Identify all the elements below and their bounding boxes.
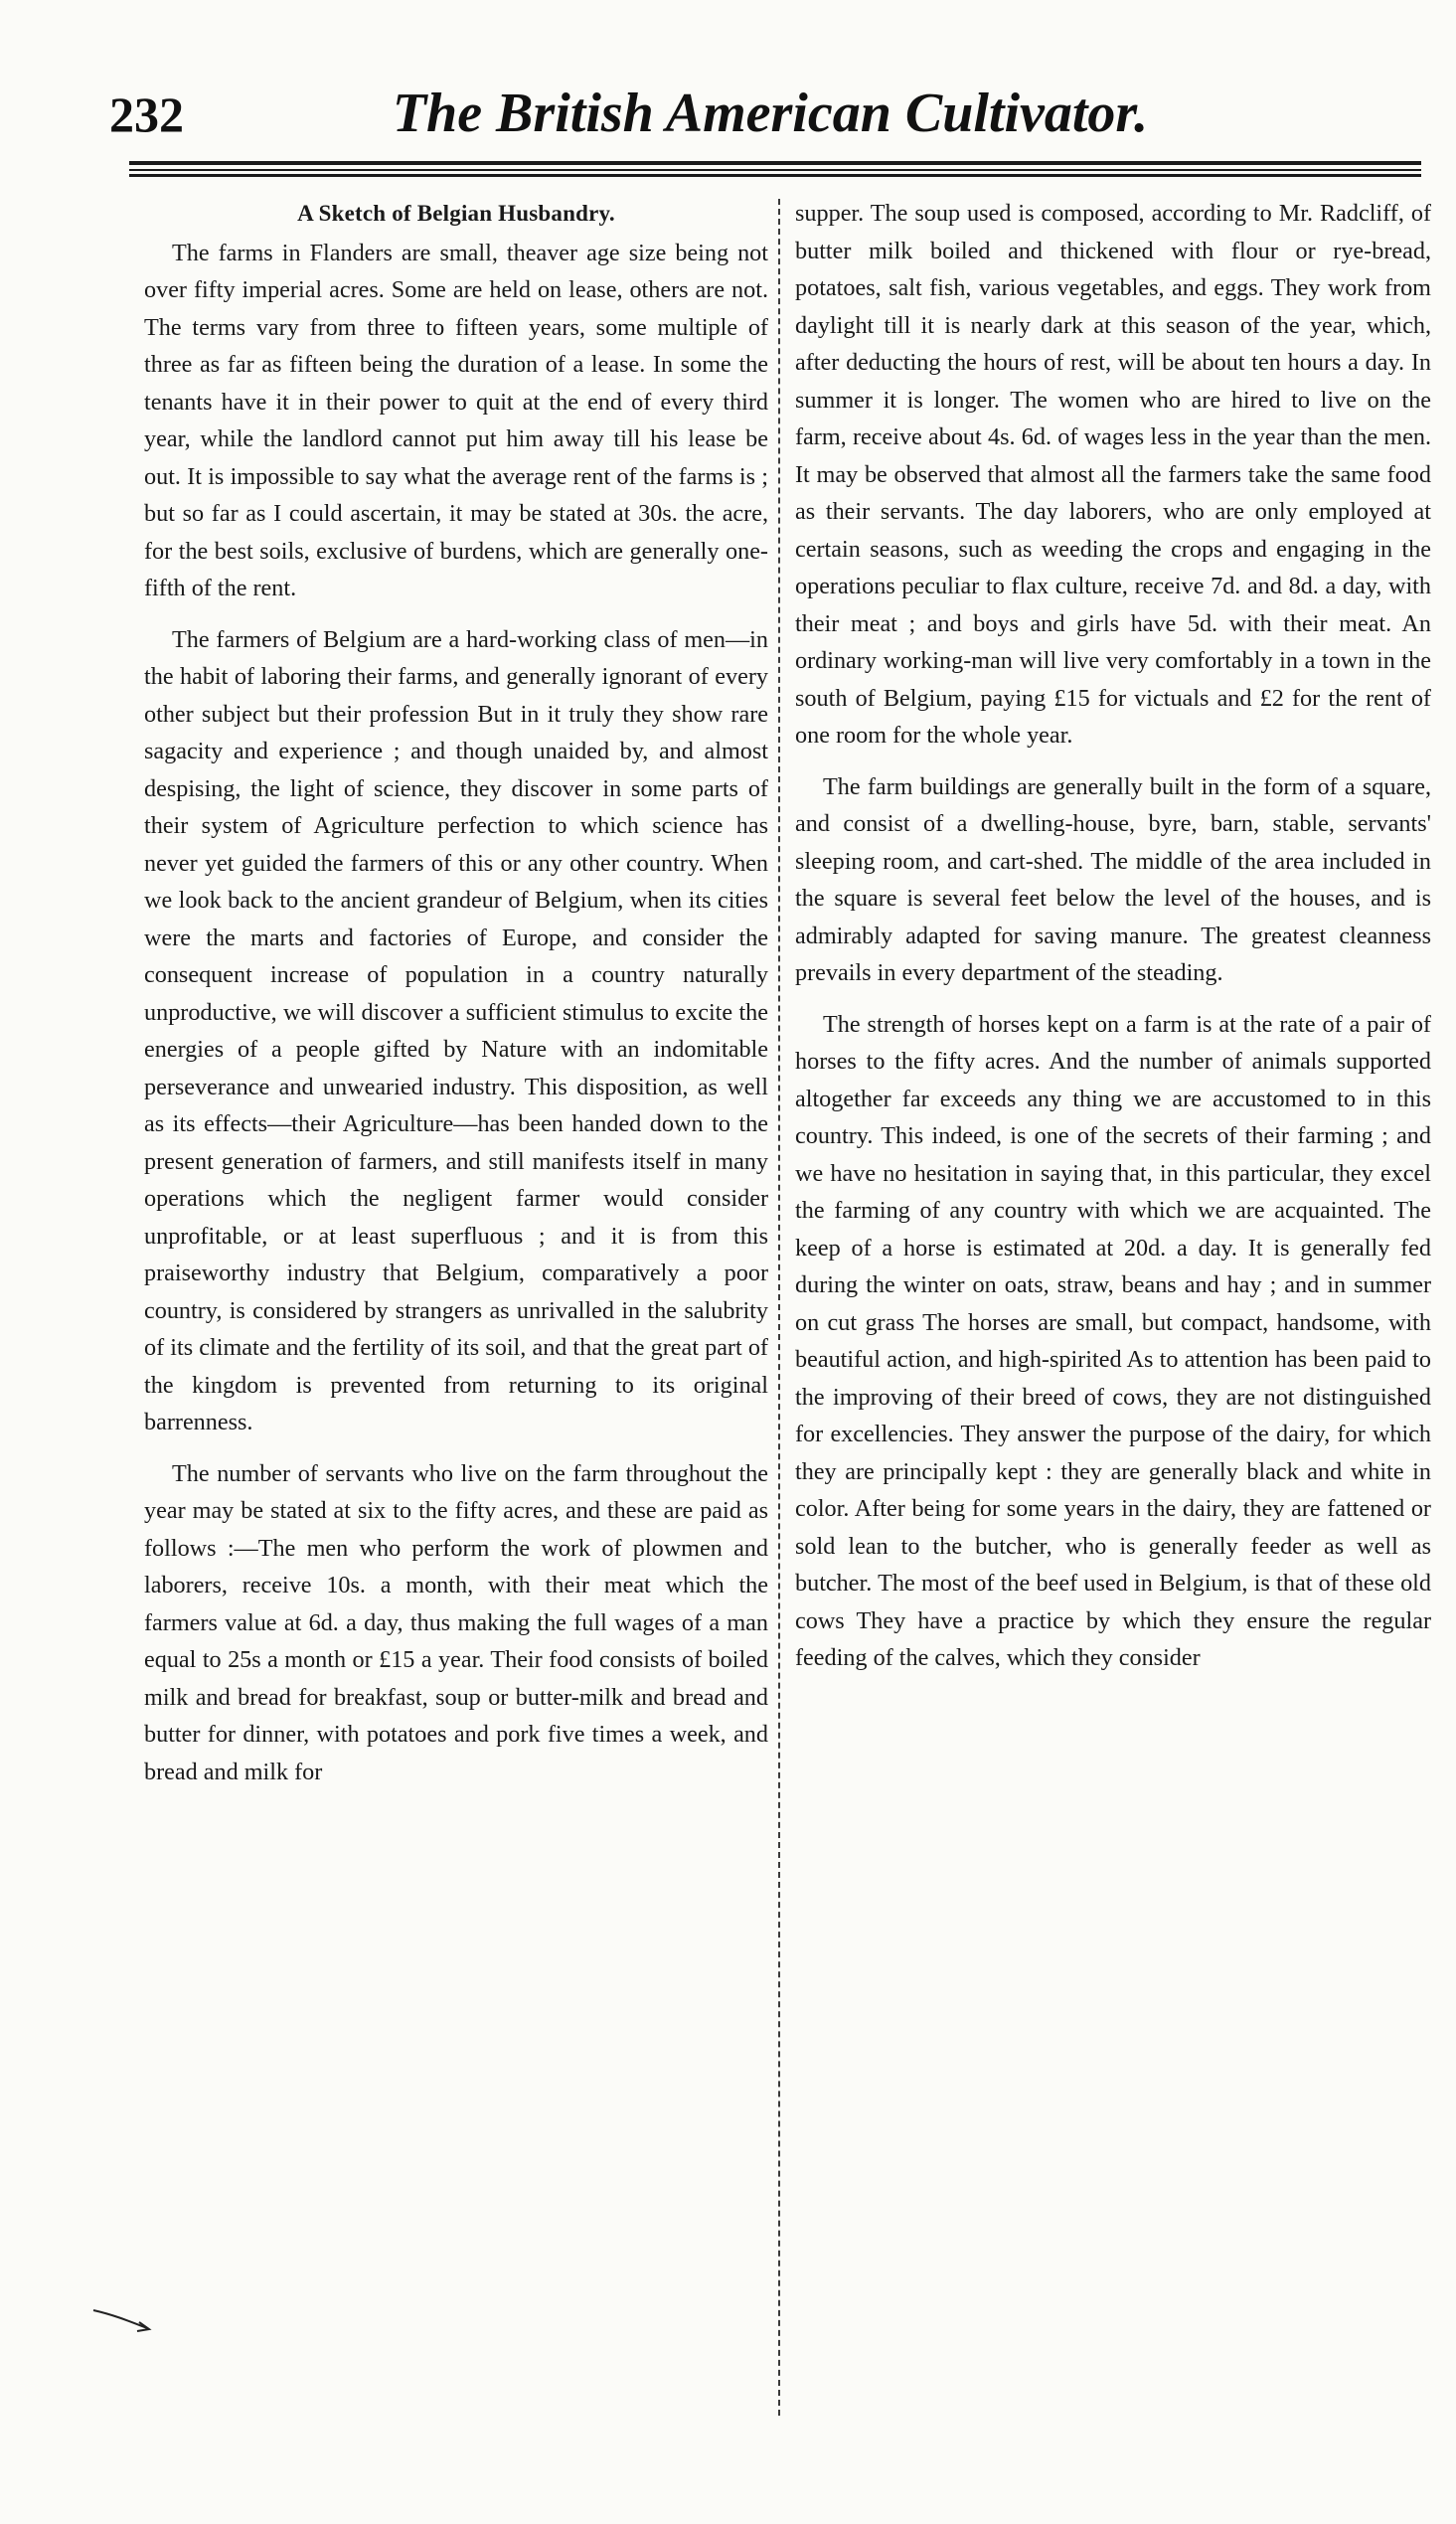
paragraph: The farms in Flanders are small, theaver age size being not over fifty imperial acres. Some are held on lease, others are not. The terms vary from three to fifteen years, some multiple of three as far as fifteen being the duration of a lease. In some the tenants have it in their power to quit at the end of every third year, while the landlord cannot put him away till his lease be out. It is impossible to say what the average rent of the farms is ; but so far as I could ascertain, it may be stated at 30s. the acre, for the best soils, exclusive of burdens, which are generally one-fifth of the rent.	[144, 239, 768, 601]
page-header	[109, 78, 1431, 167]
paragraph: supper. The soup used is composed, according to Mr. Radcliff, of butter milk boiled and thickened with flour or rye-bread, potatoes, salt fish, various vegetables, and eggs. They work from daylight till it is nearly dark at this season of the year, which, after deducting the hours of rest, will be about ten hours a day. In summer it is longer. The women who are hired to live on the farm, receive about 4s. 6d. of wages less in the year than the men. It may be observed that almost all the farmers take the same food as their servants. The day laborers, who are only employed at certain seasons, such as weeding the crops and engaging in the operations peculiar to flax culture, receive 7d. and 8d. a day, with their meat ; and boys and girls have 5d. with their meat. An ordinary working-man will live very comfortably in a town in the south of Belgium, paying £15 for victuals and £2 for the rent of one room for the whole year.	[795, 200, 1431, 749]
paragraph: The number of servants who live on the farm throughout the year may be stated at six to the fifty acres, and these are paid as follows :—The men who perform the work of plowmen and laborers, receive 10s. a month, with their meat which the farmers value at 6d. a day, thus making the full wages of a man equal to 25s a month or £15 a year. Their food consists of boiled milk and bread for breakfast, soup or butter-milk and bread and butter for dinner, with potatoes and pork five times a week, and bread and milk for	[144, 1459, 768, 1785]
paragraph: The farmers of Belgium are a hard-working class of men—in the habit of laboring their farms, and generally ignorant of every other subject but their profession But in it truly they show rare sagacity and experience ; and though unaided by, and almost despising, the light of science, they discover in some parts of their system of Agriculture perfection to which science has never yet guided the farmers of this or any other country. When we look back to the ancient grandeur of Belgium, when its cities were the marts and factories of Europe, and consider the consequent increase of population in a country naturally unproductive, we will discover a sufficient stimulus to excite the energies of a people gifted by Nature with an indomitable perseverance and unwearied industry. This disposition, as well as its effects—their Agriculture—has been handed down to the present generation of farmers, and still manifests itself in many operations which the negligent farmer would consider unprofitable, or at least superfluous ; and it is from this praiseworthy industry that Belgium, comparatively a poor country, is considered by strangers as unrivalled in the salubrity of its climate and the fertility of its soil, and that the great part of the kingdom is prevented from returning to its original barrenness.	[144, 625, 768, 1435]
right-column	[795, 195, 1431, 2432]
page-number: 232	[109, 86, 184, 142]
left-column	[144, 195, 768, 2432]
header-rule-bottom	[129, 174, 1421, 177]
paragraph: The farm buildings are generally built in the form of a square, and consist of a dwelling-house, byre, barn, stable, servants' sleeping room, and cart-shed. The middle of the area included in the square is several feet below the level of the houses, and is admirably adapted for saving manure. The greatest cleanness prevails in every department of the steading.	[795, 772, 1431, 986]
paragraph: The strength of horses kept on a farm is at the rate of a pair of horses to the fifty acres. And the number of animals supported altogether far exceeds any thing we are accustomed to in this country. This indeed, is one of the secrets of their farming ; and we have no hesitation in saying that, in this particular, they excel the farming of any country with which we are acquainted. The keep of a horse is estimated at 20d. a day. It is generally fed during the winter on oats, straw, beans and hay ; and in summer on cut grass The horses are small, but compact, handsome, with beautiful action, and high-spirited As to attention has been paid to the improving of their breed of cows, they are not distinguished for excellencies. They answer the purpose of the dairy, for which they are principally kept : they are generally black and white in color. After being for some years in the dairy, they are fattened or sold lean to the butcher, who is generally feeder as well as butcher. The most of the beef used in Belgium, is that of these old cows They have a practice by which they ensure the regular feeding of the calves, which they consider	[795, 1010, 1431, 1671]
article-title: A Sketch of Belgian Husbandry.	[297, 201, 615, 226]
header-rule-middle	[129, 169, 1421, 171]
running-title: The British American Cultivator.	[392, 83, 1149, 144]
column-divider	[778, 199, 780, 2416]
header-rule-top	[129, 161, 1421, 165]
margin-arrow-icon	[91, 2304, 155, 2334]
